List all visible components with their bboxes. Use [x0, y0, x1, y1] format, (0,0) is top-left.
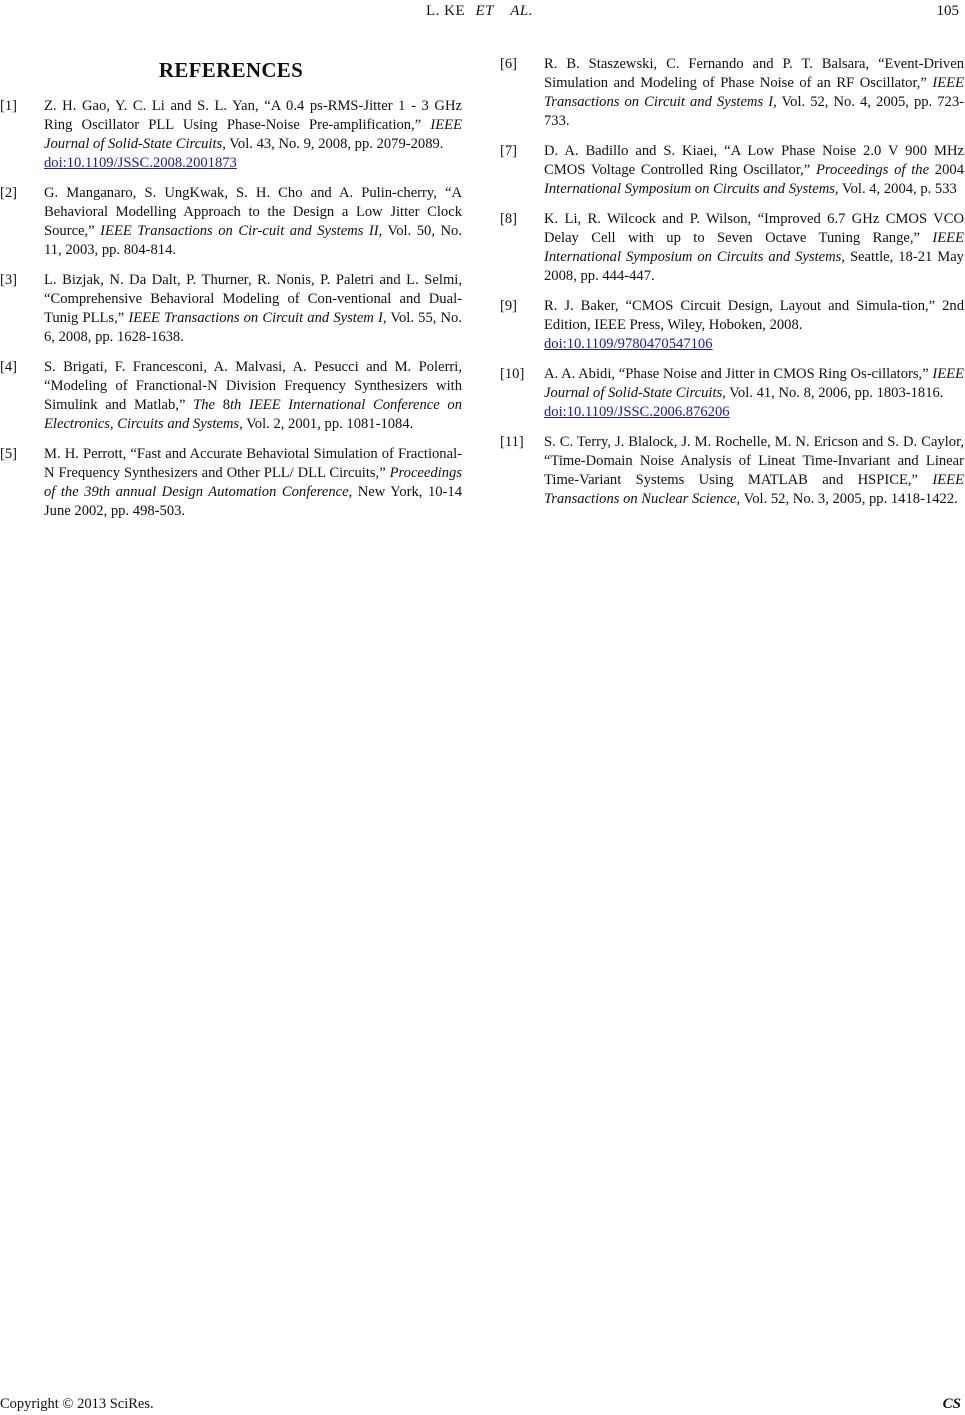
reference-segment: Z. H. Gao, Y. C. Li and S. L. Yan, “A 0.4 ps-RMS-Jitter 1 - 3 GHz Ring Oscillator PLL Using Phase-Noise Pre-amplification,” — [44, 98, 462, 133]
reference-item — [500, 365, 964, 422]
left-column — [0, 55, 462, 532]
reference-text — [544, 433, 964, 509]
reference-segment: , Vol. 2, 2001, pp. 1081-1084. — [239, 416, 414, 432]
reference-segment: , Vol. 4, 2004, p. 533 — [834, 181, 957, 197]
author-prefix: L. KE — [426, 3, 466, 19]
reference-italic-segment: International Symposium on Circuits and Systems — [544, 181, 835, 197]
reference-list-right — [500, 55, 964, 509]
reference-text — [544, 297, 964, 354]
reference-item — [0, 184, 462, 260]
reference-segment: , Vol. 43, No. 9, 2008, pp. 2079-2089. — [222, 136, 444, 152]
reference-segment: , Vol. 55, No. 6, 2008, pp. 1628-1638. — [44, 310, 462, 345]
reference-segment: K. Li, R. Wilcock and P. Wilson, “Improved 6.7 GHz CMOS VCO Delay Cell with up to Seven Octave Tuning Range,” — [544, 211, 964, 246]
reference-italic-segment: IEEE Transactions on Cir-cuit and Systems II — [100, 223, 379, 239]
reference-italic-segment: The — [193, 397, 223, 413]
reference-segment: , Vol. 41, No. 8, 2006, pp. 1803-1816. — [722, 385, 944, 401]
author-al: AL. — [510, 3, 533, 19]
reference-italic-segment: IEEE Journal of Solid-State Circuits — [544, 366, 964, 401]
reference-text — [544, 365, 964, 422]
reference-text — [544, 210, 964, 286]
reference-text — [44, 271, 462, 347]
reference-item — [0, 97, 462, 173]
doi-link[interactable]: doi:10.1109/JSSC.2006.876206 — [544, 404, 730, 420]
footer-journal: CS — [942, 1396, 961, 1412]
running-head-authors — [0, 3, 965, 20]
reference-segment: , Vol. 52, No. 4, 2005, pp. 723-733. — [544, 94, 964, 129]
reference-number: [5] — [0, 446, 18, 462]
reference-number: [11] — [500, 434, 524, 450]
author-et: ET — [475, 3, 494, 19]
reference-segment: G. Manganaro, S. UngKwak, S. H. Cho and A. Pulin-cherry, “A Behavioral Modelling Approach to the Design a Low Jitter Clock Source,” — [44, 185, 462, 239]
reference-italic-segment: IEEE International Symposium on Circuits and Systems — [544, 230, 964, 265]
reference-segment: , New York, 10-14 June 2002, pp. 498-503. — [44, 484, 462, 519]
reference-segment: , — [109, 416, 118, 432]
reference-number: [4] — [0, 359, 18, 375]
page-number: 105 — [936, 3, 959, 19]
reference-item — [0, 358, 462, 434]
reference-segment: S. Brigati, F. Francesconi, A. Malvasi, A. Pesucci and M. Polerri, “Modeling of Franctional-N Division Frequency Synthesizers with Simulink and Matlab,” — [44, 359, 462, 413]
reference-item — [500, 433, 964, 509]
doi-link[interactable]: doi:10.1109/JSSC.2008.2001873 — [44, 155, 237, 171]
reference-segment: A. A. Abidi, “Phase Noise and Jitter in CMOS Ring Os-cillators,” — [544, 366, 933, 382]
reference-italic-segment: IEEE Transactions on Circuit and System I — [128, 310, 383, 326]
reference-number: [9] — [500, 298, 518, 314]
reference-italic-segment: th IEEE International Conference on Electronics — [44, 397, 462, 432]
reference-segment: D. A. Badillo and S. Kiaei, “A Low Phase Noise 2.0 V 900 MHz CMOS Voltage Controlled Ring Oscillator,” — [544, 143, 964, 178]
reference-text — [44, 97, 462, 173]
reference-italic-segment: Proceedings of the 39th annual Design Automation Conference — [44, 465, 462, 500]
reference-italic-segment: IEEE Transactions on Circuit and Systems I — [544, 75, 964, 110]
reference-italic-segment: Proceedings of the — [816, 162, 935, 178]
reference-item — [500, 297, 964, 354]
doi-link[interactable]: doi:10.1109/9780470547106 — [544, 336, 713, 352]
right-column — [500, 55, 964, 520]
reference-italic-segment: IEEE Transactions on Nuclear Science — [544, 472, 964, 507]
reference-segment: L. Bizjak, N. Da Dalt, P. Thurner, R. Nonis, P. Paletri and L. Selmi, “Comprehensive Behavioral Modeling of Con-ventional and Dual-Tunig PLLs,” — [44, 272, 462, 326]
reference-text — [44, 445, 462, 521]
reference-segment: R. J. Baker, “CMOS Circuit Design, Layout and Simula-tion,” 2nd Edition, IEEE Press, Wiley, Hoboken, 2008. — [544, 298, 964, 333]
reference-item — [0, 271, 462, 347]
reference-segment: S. C. Terry, J. Blalock, J. M. Rochelle, M. N. Ericson and S. D. Caylor, “Time-Domain Noise Analysis of Lineat Time-Invariant and Linear Time-Variant Systems Using MATLAB and HSPICE,” — [544, 434, 964, 488]
reference-segment: 8 — [222, 397, 230, 413]
reference-text — [44, 184, 462, 260]
reference-number: [7] — [500, 143, 518, 159]
reference-number: [2] — [0, 185, 18, 201]
reference-number: [10] — [500, 366, 525, 382]
reference-item — [500, 55, 964, 131]
reference-segment: , Vol. 52, No. 3, 2005, pp. 1418-1422. — [736, 491, 958, 507]
references-heading: REFERENCES — [158, 58, 304, 82]
reference-text — [544, 55, 964, 131]
reference-segment: , Seattle, 18-21 May 2008, pp. 444-447. — [544, 249, 964, 284]
reference-italic-segment: Circuits and Systems — [117, 416, 240, 432]
reference-segment: M. H. Perrott, “Fast and Accurate Behaviotal Simulation of Fractional-N Frequency Synthesizers and Other PLL/ DLL Circuits,” — [44, 446, 462, 481]
reference-item — [0, 445, 462, 521]
reference-list-left — [0, 97, 462, 521]
reference-number: [6] — [500, 56, 518, 72]
reference-number: [3] — [0, 272, 18, 288]
reference-text — [44, 358, 462, 434]
reference-item — [500, 210, 964, 286]
reference-item — [500, 142, 964, 199]
reference-segment: 2004 — [934, 162, 964, 178]
footer-copyright: Copyright © 2013 SciRes. — [0, 1396, 154, 1412]
reference-number: [1] — [0, 98, 18, 114]
reference-number: [8] — [500, 211, 518, 227]
running-head — [0, 3, 965, 23]
reference-italic-segment: IEEE Journal of Solid-State Circuits — [44, 117, 462, 152]
reference-text — [544, 142, 964, 199]
reference-segment: , Vol. 50, No. 11, 2003, pp. 804-814. — [44, 223, 462, 258]
reference-segment: R. B. Staszewski, C. Fernando and P. T. Balsara, “Event-Driven Simulation and Modeling of Phase Noise of an RF Oscillator,” — [544, 56, 964, 91]
